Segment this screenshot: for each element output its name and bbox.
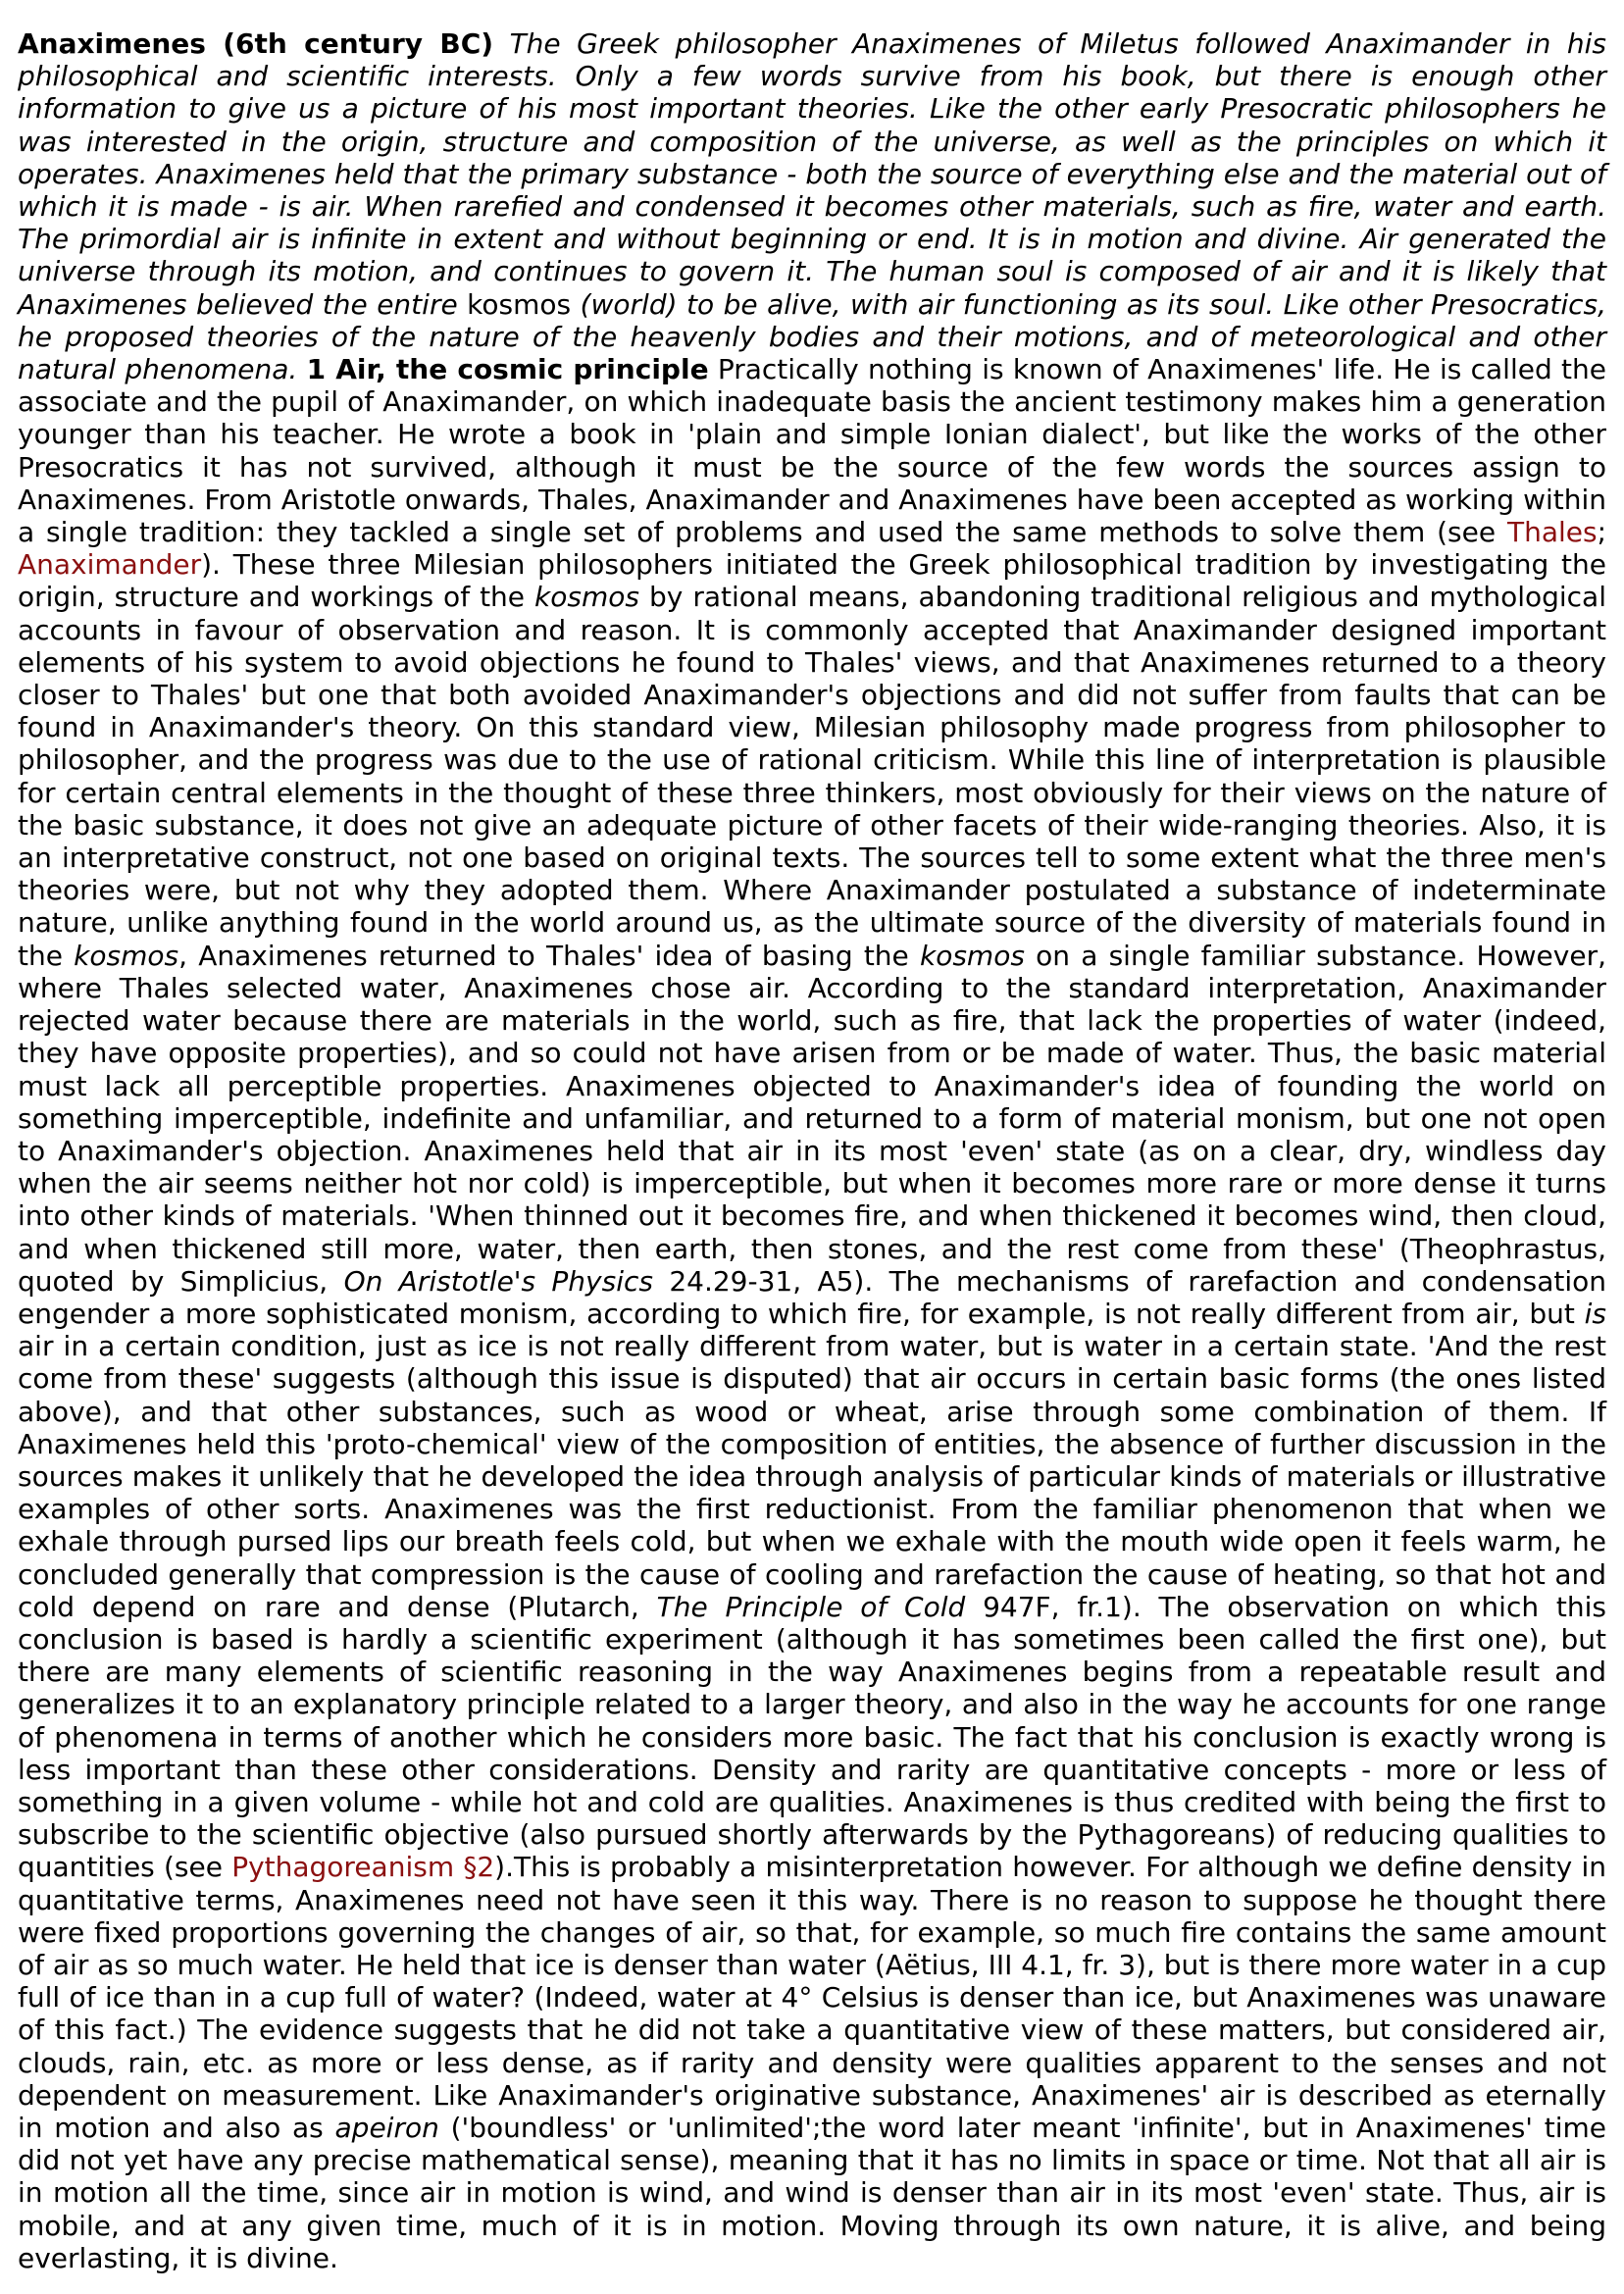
body-text: air in a certain condition, just as ice is not really different from water, but is water in a certain state. 'And the rest come from these' suggests (although this issue is disputed) that air occurs in certain basic forms (the ones listed above), and that other substances, such as wood or wheat, arise through some combination of them. If Anaximenes held this 'proto-chemical' view of the composition of entities, the absence of further discussion in the sources makes it unlikely that he developed the idea through analysis of particular kinds of materials or illustrative examples of other sorts. Anaximenes was the first reductionist. From the familiar phenomenon that when we exhale through pursed lips our breath feels cold, but when we exhale with the mouth wide open it feels warm, he concluded generally that compression is the cause of cooling and rarefaction the cause of heating, so that hot and cold depend on rare and dense (Plutarch, — [18, 1330, 1606, 1623]
body-text: ; — [1597, 516, 1607, 549]
body-text: ).This is probably a misinterpretation however. For although we define density in quantitative terms, Anaximenes need not have seen it this way. There is no reason to suppose he thought there were fixed proportions governing the changes of air, so that, for example, so much fire contains the same amount of air as so much water. He held that ice is denser than water (Aëtius, III 4.1, fr. 3), but is there more water in a cup full of ice than in a cup full of water? (Indeed, water at 4° Celsius is denser than ice, but Anaximenes was unaware of this fact.) The evidence suggests that he did not take a quantitative view of these matters, but considered air, clouds, rain, etc. as more or less dense, as if rarity and density were qualities apparent to the senses and not dependent on measurement. Like Anaximander's originative substance, Anaximenes' air is described as eternally in motion and also as — [18, 1851, 1606, 2144]
body-text: ). These three Milesian philosophers initiated the Greek philosophical tradition by investigating the origin, structure and workings of the — [18, 548, 1606, 614]
term-kosmos: kosmos — [534, 581, 639, 614]
citation-title: On Aristotle's Physics — [343, 1264, 653, 1298]
link-thales[interactable]: Thales — [1506, 516, 1598, 549]
emphasis: is — [1584, 1297, 1606, 1330]
body-text: by rational means, abandoning traditional religious and mythological accounts in favour of observation and reason. It is commonly accepted that Anaximander designed important elements of his system to avoid objections he found to Thales' views, and that Anaximenes returned to a theory closer to Thales' but one that both avoided Anaximander's objections and did not suffer from faults that can be found in Anaximander's theory. On this standard view, Milesian philosophy made progress from philosopher to philosopher, and the progress was due to the use of rational criticism. While this line of interpretation is plausible for certain central elements in the thought of these three thinkers, most obviously for their views on the nature of the basic substance, it does not give an adequate picture of other facets of their wide-ranging theories. Also, it is an interpretative construct, not one based on original texts. The sources tell to some extent what the three men's theories were, but not why they adopted them. Where Anaximander postulated a substance of indeterminate nature, unlike anything found in the world around us, as the ultimate source of the diversity of materials found in the — [18, 581, 1606, 972]
term-kosmos: kosmos — [74, 939, 179, 972]
abstract-text: (world) to be alive, with air functioning as its soul. Like other Presocratics, he proposed theories of the nature of the heavenly bodies and their motions, and of meteorological and other natural phenomena. — [18, 287, 1607, 386]
abstract-term-kosmos: kosmos — [467, 287, 572, 321]
body-text: Practically nothing is known of Anaximenes' life. He is called the associate and the pupil of Anaximander, on which inadequate basis the ancient testimony makes him a generation younger than his teacher. He wrote a book in 'plain and simple Ionian dialect', but like the works of the other Presocratics it has not survived, although it must be the source of the few words the sources assign to Anaximenes. From Aristotle onwards, Thales, Anaximander and Anaximenes have been accepted as working within a single tradition: they tackled a single set of problems and used the same methods to solve them (see — [18, 353, 1606, 549]
term-kosmos: kosmos — [920, 939, 1025, 972]
body-text: on a single familiar substance. However, where Thales selected water, Anaximenes chose air. According to the standard interpretation, Anaximander rejected water because there are materials in the world, such as fire, that lack the properties of water (indeed, they have opposite properties), and so could not have arisen from or be made of water. Thus, the basic material must lack all perceptible properties. Anaximenes objected to Anaximander's idea of founding the world on something imperceptible, indefinite and unfamiliar, and returned to a form of material monism, but one not open to Anaximander's objection. Anaximenes held that air in its most 'even' state (as on a clear, dry, windless day when the air seems neither hot nor cold) is imperceptible, but when it becomes more rare or more dense it turns into other kinds of materials. 'When thinned out it becomes fire, and when thickened it becomes wind, then cloud, and when thickened still more, water, then earth, then stones, and the rest come from these' (Theophrastus, quoted by Simplicius, — [18, 939, 1606, 1298]
link-pythagoreanism[interactable]: Pythagoreanism §2 — [231, 1851, 495, 1884]
section-heading: 1 Air, the cosmic principle — [306, 353, 709, 386]
term-apeiron: apeiron — [334, 2112, 439, 2144]
body-text: ('boundless' or 'unlimited';the word later meant 'infinite', but in Anaximenes' time did not yet have any precise mathematical sense), meaning that it has no limits in space or time. Not that all air is in motion all the time, since air in motion is wind, and wind is denser than air in its most 'even' state. Thus, air is mobile, and at any given time, much of it is in motion. Moving through its own nature, it is alive, and being everlasting, it is divine. — [18, 2112, 1607, 2274]
article-body — [18, 27, 1606, 2274]
citation-title: The Principle of Cold — [656, 1590, 966, 1623]
abstract-text: The Greek philosopher Anaximenes of Miletus followed Anaximander in his philosophical and scientific interests. Only a few words survive from his book, but there is enough other information to give us a picture of his most important theories. Like the other early Presocratic philosophers he was interested in the origin, structure and composition of the universe, as well as the principles on which it operates. Anaximenes held that the primary substance - both the source of everything else and the material out of which it is made - is air. When rarefied and condensed it becomes other materials, such as fire, water and earth. The primordial air is infinite in extent and without beginning or end. It is in motion and divine. Air generated the universe through its motion, and continues to govern it. The human soul is composed of air and it is likely that Anaximenes believed the entire — [18, 27, 1607, 321]
body-text: , Anaximenes returned to Thales' idea of basing the — [178, 939, 909, 972]
article-title: Anaximenes (6th century BC) — [18, 27, 494, 60]
abstract — [18, 27, 1606, 385]
link-anaximander[interactable]: Anaximander — [18, 548, 202, 582]
body-text: 24.29-31, A5). The mechanisms of rarefaction and condensation engender a more sophisticated monism, according to which fire, for example, is not really different from air, but — [18, 1264, 1606, 1330]
body-text: 947F, fr.1). The observation on which this conclusion is based is hardly a scientific experiment (although it has sometimes been called the first one), but there are many elements of scientific reasoning in the way Anaximenes begins from a repeatable result and generalizes it to an explanatory principle related to a larger theory, and also in the way he accounts for one range of phenomena in terms of another which he considers more basic. The fact that his conclusion is exactly wrong is less important than these other considerations. Density and rarity are quantitative concepts - more or less of something in a given volume - while hot and cold are qualities. Anaximenes is thus credited with being the first to subscribe to the scientific objective (also pursued shortly afterwards by the Pythagoreans) of reducing qualities to quantities (see — [18, 1590, 1607, 1884]
